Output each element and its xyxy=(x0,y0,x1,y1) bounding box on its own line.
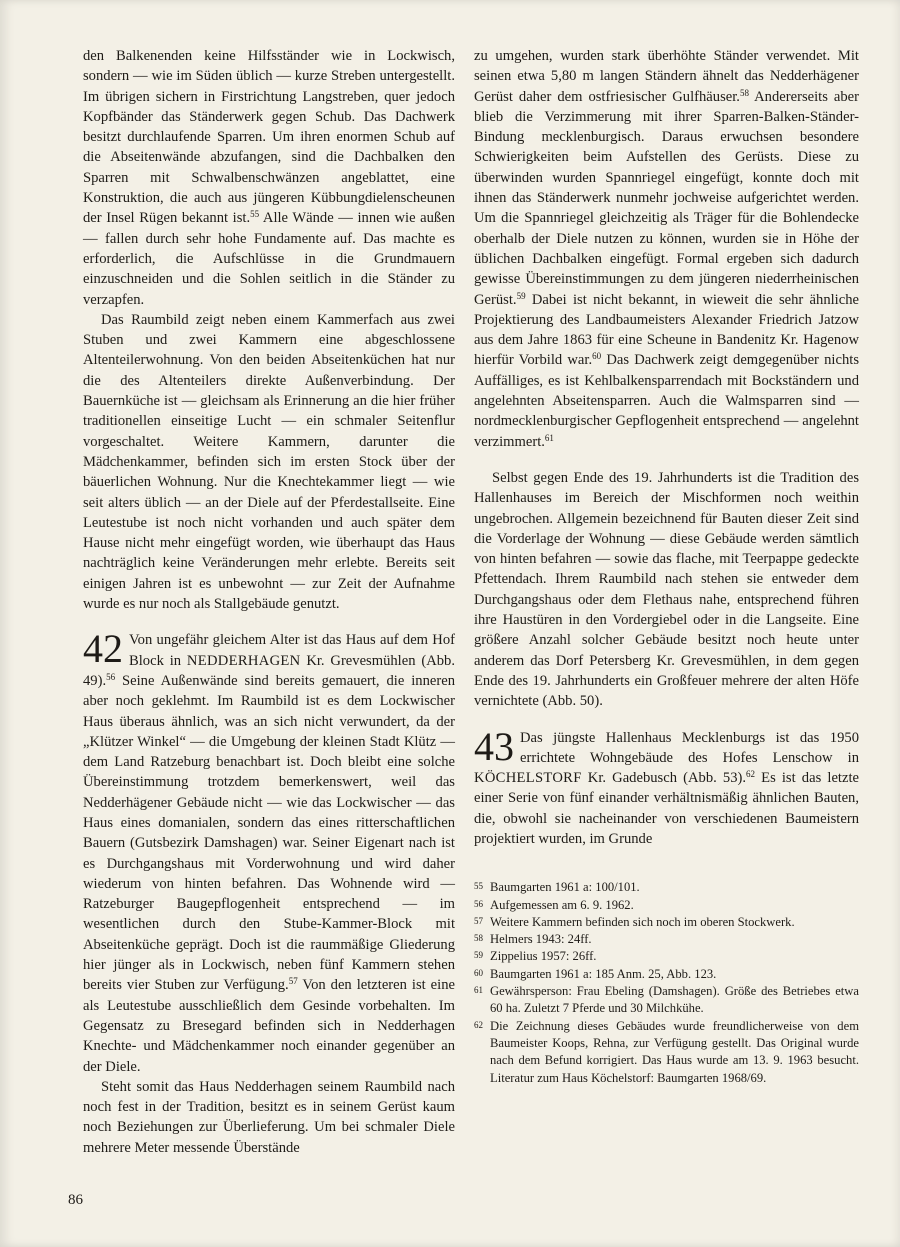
paragraph-raumbild: Das Raumbild zeigt neben einem Kammerfach aus zwei Stuben und zwei Kammern eine abgeschlossene Altenteilerwohnung. Von den beiden Abseitenküchen hat nur die des Altenteilers direkte Außenverbindung. Der Bauernküche ist — gleichsam als Erinnerung an die hier früher traditionellen einseitige Lucht — ein schmaler Seitenflur vorgeschaltet. Weitere Kammern, darunter die Mädchenkammer, befinden sich im ersten Stock über der bäuerlichen Wohnung. Nur die Knechtekammer liegt — wie seit alters üblich — an der Diele auf der Pferdestallseite. Eine Leutestube ist noch nicht vorhanden und auch später dem Hause nicht mehr eingefügt worden, wie überhaupt das Haus nachträglich keine Veränderungen mehr erlebte. Bereits seit einigen Jahren ist es unbewohnt — zur Zeit der Aufnahme wurde es nur noch als Stallgebäude genutzt. xyxy=(83,311,455,613)
paragraph-tradition: Selbst gegen Ende des 19. Jahrhunderts ist die Tradition des Hallenhauses im Bereich der Mischformen noch weithin ungebrochen. Allgemein bezeichnend für Bauten dieser Zeit sind die Vorderlage der Wohnung — diese Gebäude werden sämtlich von hinten befahren — sowie das flache, mit Teerpappe gedeckte Pfettendach. Ihrem Raumbild nach stehen sie entweder dem Durchgangshaus oder dem Flethaus nahe, entsprechend führen ihre Haustüren in den Vordergiebel oder in die Langseite. Eine größere Anzahl solcher Gebäude besitzt noch heute unter anderem das Dorf Petersberg Kr. Grevesmühlen, in dem gegen Ende des 19. Jahrhunderts ein Großfeuer mehrere der alten Höfe vernichtete (Abb. 50). xyxy=(474,469,859,710)
footnotes xyxy=(474,879,859,1087)
footnote: 61 Gewährsperson: Frau Ebeling (Damshagen). Größe des Betriebes etwa 60 ha. Zuletzt 7 Pferde und 30 Milchkühe. xyxy=(474,984,859,1016)
footnote: 59 Zippelius 1957: 26ff. xyxy=(474,949,597,964)
footnote-ref[interactable]: 61 xyxy=(544,432,554,443)
page-number: 86 xyxy=(68,1192,83,1208)
paragraph-balkenenden: den Balkenenden keine Hilfsständer wie in Lockwisch, sondern — wie im Süden üblich — kurze Streben untergestellt. Im übrigen sichern in Firstrichtung Langstreben, quer jedoch Kopfbänder das Ständerwerk gegen Schub. Das Dachwerk besitzt durchlaufende Sparren. Um ihren enormen Schub auf die Abseitenwände abzufangen, sind die Dachbalken den Sparren mit Schwalbenschwänzen angeblattet, eine Konstruktion, die auch aus jüngeren Kübbungdielenscheunen der Insel Rügen bekannt ist.$^{55}$ Alle Wände — innen wie außen — fallen durch sehr hohe Fundamente auf. Das machte es erforderlich, die Aufschlüsse in die Grundmauern einzuschneiden und die Sohlen seitlich in die Ständer zu verzapfen. xyxy=(83,48,455,308)
footnote: 55 Baumgarten 1961 a: 100/101. xyxy=(474,880,640,895)
footnote-ref[interactable]: 60 xyxy=(592,351,602,362)
footnote-ref[interactable]: 55 xyxy=(250,209,260,220)
footnote-ref[interactable]: 59 xyxy=(516,290,526,301)
footnote-ref[interactable]: 62 xyxy=(746,769,756,780)
paragraph-staender: zu umgehen, wurden stark überhöhte Ständer verwendet. Mit seinen etwa 5,80 m langen Ständern ähnelt das Nedderhägener Gerüst daher dem ostfriesischer Gulfhäuser.$^{58}$ Andererseits aber blieb die Verzimmerung mit ihrer Sparren-Balken-Ständer-Bindung mecklenburgisch. Daraus erwuchsen besondere Schwierigkeiten beim Aufstellen des Gerüsts. Diese zu überwinden wurden Spannriegel eingefügt, konnte doch mit ihnen das Ständerwerk nunmehr jochweise aufgerichtet werden. Um die Spannriegel gleichzeitig als Träger für die Bohlendecke oberhalb der Diele nutzen zu können, wurden sie in Höhe der üblichen Dachbalken eingefügt. Formal ergeben sich dadurch gewisse Übereinstimmungen zu dem jüngeren niederrheinischen Gerüst.$^{59}$ Dabei ist nicht bekannt, in wieweit die sehr ähnliche Projektierung des Landbaumeisters Alexander Friedrich Jatzow aus dem Jahre 1863 für eine Scheune in Bandenitz Kr. Hagenow hierfür Vorbild war.$^{60}$ Das Dachwerk zeigt demgegenüber nichts Auffälliges, es ist Kehlbalkensparrendach mit Bockständern und angelehnten Abseitensparren. Auch die Walmsparren sind — nordmecklenburgischer Gepflogenheit entsprechend — angelehnt verzimmert.$^{61}$ xyxy=(474,48,859,450)
footnote-ref[interactable]: 57 xyxy=(288,976,298,987)
place-name: NEDDERHAGEN xyxy=(186,652,301,669)
footnote: 57 Weitere Kammern befinden sich noch im oberen Stockwerk. xyxy=(474,914,795,929)
footnote: 62 Die Zeichnung dieses Gebäudes wurde freundlicherweise von dem Baumeister Koops, Rehna, zur Verfügung gestellt. Das Original wurde nach dem Befund korrigiert. Das Haus wurde am 13. 9. 1963 besucht. Literatur zum Haus Köchelstorf: Baumgarten 1968/69. xyxy=(474,1018,859,1085)
footnote: 58 Helmers 1943: 24ff. xyxy=(474,932,592,947)
section-43-text: Das jüngste Hallenhaus Mecklenburgs ist das 1950 errichtete Wohngebäude des Hofes Lenschow in KÖCHELSTORF Kr. Gadebusch (Abb. 53).$^{62}$ Es ist das letzte einer Serie von fünf einander verhältnismäßig ähnlichen Bauten, die, obwohl sie nacheinander von verschiedenen Baumeistern projektiert wurden, im Grunde xyxy=(474,729,859,847)
footnote: 60 Baumgarten 1961 a: 185 Anm. 25, Abb. 123. xyxy=(474,966,717,981)
footnote-ref[interactable]: 56 xyxy=(106,671,116,682)
right-column xyxy=(474,46,859,1087)
section-number: 43 xyxy=(474,723,514,769)
place-name: KÖCHELSTORF xyxy=(474,770,582,787)
paragraph-nedderhagen: Steht somit das Haus Nedderhagen seinem Raumbild nach noch fest in der Tradition, besitzt es in seinem Gerüst kaum noch Beziehungen zur Überlieferung. Um bei schmaler Diele mehrere Meter messende Überstände xyxy=(83,1078,455,1156)
footnote: 56 Aufgemessen am 6. 9. 1962. xyxy=(474,897,634,912)
footnote-ref[interactable]: 58 xyxy=(739,87,749,98)
section-42 xyxy=(83,626,455,1077)
section-number: 42 xyxy=(83,626,123,672)
section-42-text: Von ungefähr gleichem Alter ist das Haus auf dem Hof Block in NEDDERHAGEN Kr. Grevesmühlen (Abb. 49).$^{56}$ Seine Außenwände sind bereits gemauert, die inneren aber noch geklehmt. Im Raumbild ist es dem Lockwischer Haus überaus ähnlich, was an sich nicht verwundert, da der „Klützer Winkel“ — die Umgebung der kleinen Stadt Klütz — dem Land Ratzeburg benachbart ist. Doch bleibt eine solche Übereinstimmung trotzdem bemerkenswert, weil das Nedderhägener Gebäude nicht — wie das Lockwischer — das Haus eines domanialen, sondern das eines ritterschaftlichen Bauern (Gutsbezirk Damshagen) war. Seiner Eigenart nach ist es Durchgangshaus mit Vorderwohnung und wird daher wiederum von hinten befahren. Das Wohnende wird — Ratzeburger Baugepflogenheit entsprechend — im wesentlichen durch den Stube-Kammer-Block mit Abseitenküche geprägt. Doch ist die raummäßige Gliederung hier jünger als in Lockwisch, neben fünf Kammern stehen bereits vier Stuben zur Verfügung.$^{57}$ Von den letzteren ist eine als Leutestube ausschließlich dem Gesinde vorbehalten. Im Gegensatz zu Bresegard befinden sich in Nedderhagen Knechte- und Mädchenkammer noch einander gegenüber an der Diele. xyxy=(83,632,455,1075)
left-column xyxy=(83,46,455,1158)
section-43 xyxy=(474,723,859,850)
